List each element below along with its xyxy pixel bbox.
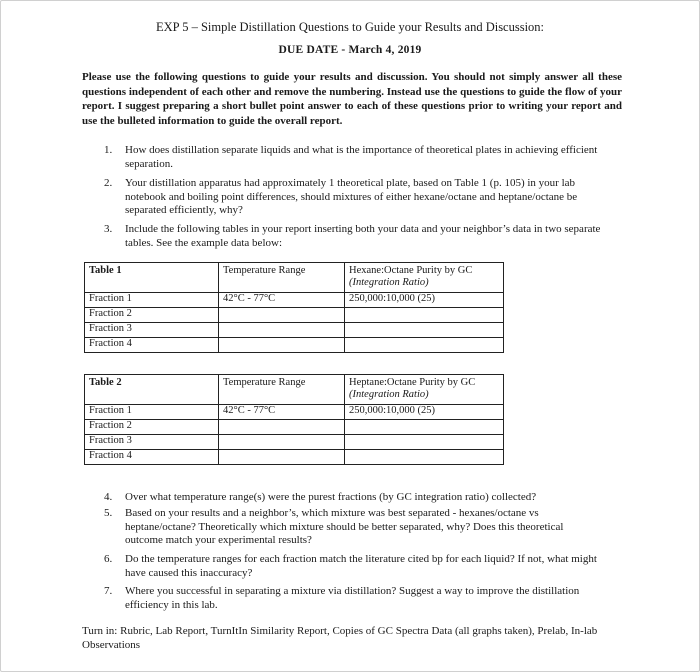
question-text: Over what temperature range(s) were the purest fractions (by GC integration ratio) collected? xyxy=(125,491,537,503)
temperature-cell xyxy=(219,308,345,323)
fraction-cell: Fraction 2 xyxy=(85,308,219,323)
purity-cell: 250,000:10,000 (25) xyxy=(345,405,504,420)
question-text: Where you successful in separating a mixture via distillation? Suggest a way to improve the distillation efficiency in this lab. xyxy=(125,585,580,611)
purity-header xyxy=(345,263,504,293)
question-number: 2. xyxy=(104,177,113,189)
temperature-cell xyxy=(219,450,345,465)
purity-cell xyxy=(345,435,504,450)
purity-header-subtitle: (Integration Ratio) xyxy=(349,277,429,288)
due-date: DUE DATE - March 4, 2019 xyxy=(278,44,422,56)
data-table-1 xyxy=(84,262,504,353)
page-title: EXP 5 – Simple Distillation Questions to Guide your Results and Discussion: xyxy=(155,20,545,34)
fraction-cell: Fraction 1 xyxy=(85,405,219,420)
table-row xyxy=(85,420,504,435)
temperature-cell: 42°C - 77°C xyxy=(219,405,345,420)
purity-header-subtitle: (Integration Ratio) xyxy=(349,389,429,400)
purity-cell xyxy=(345,420,504,435)
purity-header xyxy=(345,375,504,405)
table-row xyxy=(85,450,504,465)
table-row xyxy=(85,323,504,338)
purity-cell xyxy=(345,450,504,465)
fraction-cell: Fraction 1 xyxy=(85,293,219,308)
question-text: Your distillation apparatus had approximately 1 theoretical plate, based on Table 1 (p. 105) in your lab notebook and boiling point differences, should mixtures of either hexane/octane and heptane/octane be separated efficiently, why? xyxy=(125,177,578,216)
question-number: 7. xyxy=(104,585,113,597)
table-label: Table 2 xyxy=(85,375,219,405)
question-text: Include the following tables in your report inserting both your data and your neighbor’s data in two separate tables. See the example data below: xyxy=(125,223,601,249)
purity-cell xyxy=(345,308,504,323)
question-number: 5. xyxy=(104,507,113,519)
question-number: 4. xyxy=(104,491,113,503)
question-number: 1. xyxy=(104,144,113,156)
purity-header-title: Hexane:Octane Purity by GC xyxy=(349,265,473,276)
temperature-cell: 42°C - 77°C xyxy=(219,293,345,308)
question-number: 6. xyxy=(104,553,113,565)
data-table-2 xyxy=(84,374,504,465)
table-row xyxy=(85,308,504,323)
fraction-cell: Fraction 4 xyxy=(85,450,219,465)
temperature-header: Temperature Range xyxy=(219,263,345,293)
table-row xyxy=(85,405,504,420)
temperature-cell xyxy=(219,338,345,353)
question-text: Do the temperature ranges for each fraction match the literature cited bp for each liquid? If not, what might have caused this inaccuracy? xyxy=(125,553,597,579)
temperature-cell xyxy=(219,435,345,450)
instructions-paragraph: Please use the following questions to guide your results and discussion. You should not simply answer all these questions independent of each other and remove the numbering. Instead use the questions to guide the flow of your report. I suggest preparing a short bullet point answer to each of these questions prior to writing your report and use the bulleted information to guide the overall report. xyxy=(82,71,622,127)
purity-header-title: Heptane:Octane Purity by GC xyxy=(349,377,476,388)
purity-cell: 250,000:10,000 (25) xyxy=(345,293,504,308)
table-row xyxy=(85,293,504,308)
fraction-cell: Fraction 2 xyxy=(85,420,219,435)
table-label: Table 1 xyxy=(85,263,219,293)
purity-cell xyxy=(345,323,504,338)
temperature-cell xyxy=(219,420,345,435)
question-number: 3. xyxy=(104,223,113,235)
temperature-cell xyxy=(219,323,345,338)
temperature-header: Temperature Range xyxy=(219,375,345,405)
question-text: Based on your results and a neighbor’s, which mixture was best separated - hexanes/octane vs heptane/octane? Theoretically which mixture should be better separated, why? Does this theoretical outcome match your experimental results? xyxy=(125,507,564,546)
question-text: How does distillation separate liquids and what is the importance of theoretical plates in achieving efficient separation. xyxy=(125,144,598,170)
turn-in-note: Turn in: Rubric, Lab Report, TurnItIn Similarity Report, Copies of GC Spectra Data (all graphs taken), Prelab, In-lab Observations xyxy=(82,625,598,651)
table-row xyxy=(85,435,504,450)
fraction-cell: Fraction 3 xyxy=(85,435,219,450)
fraction-cell: Fraction 3 xyxy=(85,323,219,338)
fraction-cell: Fraction 4 xyxy=(85,338,219,353)
table-row xyxy=(85,338,504,353)
purity-cell xyxy=(345,338,504,353)
